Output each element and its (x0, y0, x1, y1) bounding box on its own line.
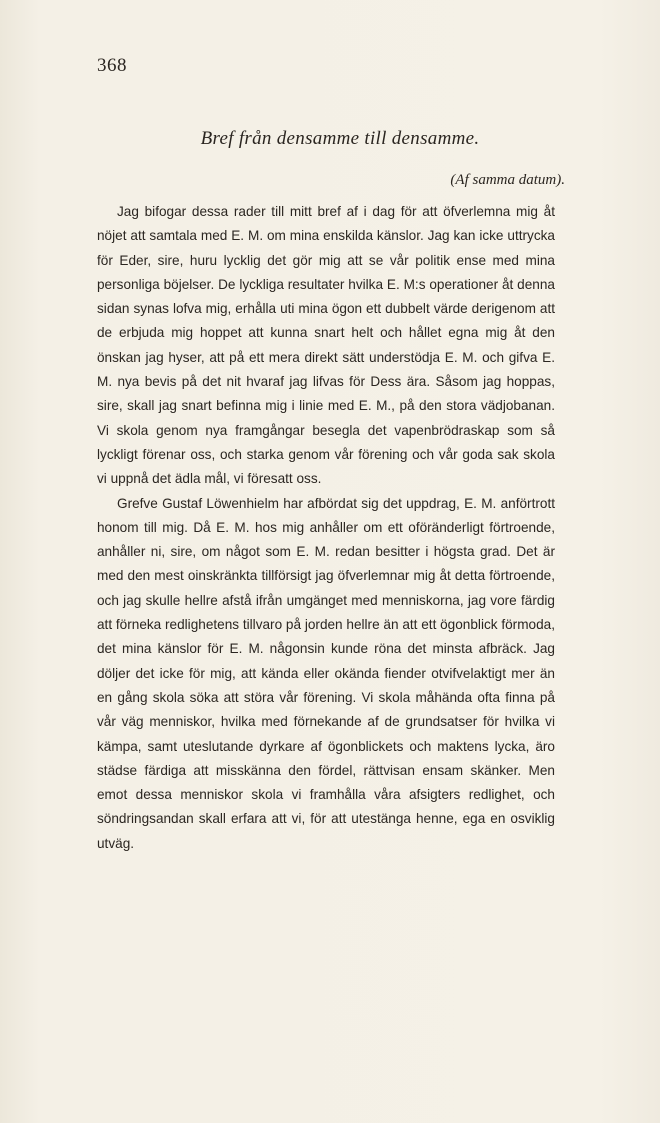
letter-title: Bref från densamme till densamme. (200, 128, 480, 149)
paragraph-2: Grefve Gustaf Löwenhielm har afbördat sig det uppdrag, E. M. anförtrott honom till mig. Då E. M. hos mig anhåller om ett oföränderligt förtroende, anhåller ni, sire, om något som E. M. redan besitter i högsta grad. Det är med den mest oinskränkta tillförsigt jag öfverlemnar mig åt detta förtroende, och jag skulle hellre afstå ifrån umgänget med menniskorna, jag vore färdig att förneka redlighetens tillvaro på jorden hellre än att ett ögonblick förmoda, det mina känslor för E. M. någonsin kunde röna det minsta afbräck. Jag döljer det icke för mig, att kända eller okända fiender otvifvelaktigt mer än en gång skola söka att störa vår förening. Vi skola måhända ofta finna på vår väg menniskor, hvilka med förnekande af de grundsatser för hvilka vi kämpa, samt uteslutande dyrkare af ögonblickets och maktens lycka, äro städse färdiga att misskänna den fördel, rättvisan ensam skänker. Men emot dessa menniskor skola vi framhålla våra afsigters redlighet, och söndringsandan skall erfara att vi, för att utestänga henne, ega en osviklig utväg. (97, 495, 555, 851)
letter-body (97, 200, 555, 856)
letter-date: (Af samma datum). (450, 172, 565, 188)
paragraph-1: Jag bifogar dessa rader till mitt bref af i dag för att öfverlemna mig åt nöjet att samtala med E. M. om mina enskilda känslor. Jag kan icke uttrycka för Eder, sire, huru lycklig det gör mig att se vår politik ense med mina personliga böjelser. De lyckliga resultater hvilka E. M:s operationer åt denna sidan synas lofva mig, erhålla uti mina ögon ett dubbelt värde derigenom att de erbjuda mig hoppet att kunna snart helt och hållet egna mig åt den önskan jag hyser, att på ett mera direkt sätt understödja E. M. och gifva E. M. nya bevis på det nit hvaraf jag lifvas för Dess ära. Såsom jag hoppas, sire, skall jag snart befinna mig i linie med E. M., på den stora vädjobanan. Vi skola genom nya framgångar besegla det vapenbrödraskap som så lyckligt förenar oss, och starka genom vår förening och vår goda sak skola vi uppnå det ädla mål, vi föresatt oss. (97, 204, 555, 487)
page-number: 368 (97, 55, 127, 76)
